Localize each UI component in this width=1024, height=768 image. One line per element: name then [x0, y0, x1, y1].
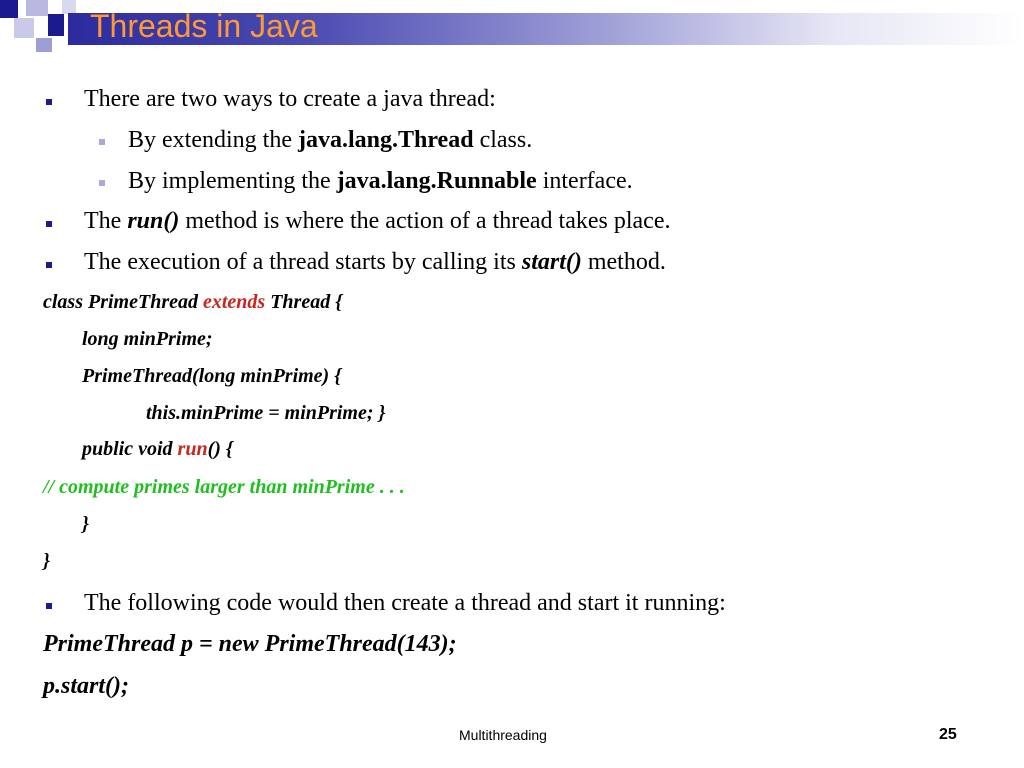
code-line: }	[82, 513, 89, 535]
bullet-text: The execution of a thread starts by calling its start() method.	[84, 249, 666, 275]
code-line: }	[43, 550, 50, 572]
code-line: this.minPrime = minPrime; }	[146, 402, 386, 424]
slide-title: Threads in Java	[90, 8, 318, 44]
code-line: PrimeThread(long minPrime) {	[82, 365, 342, 387]
code-comment: // compute primes larger than minPrime . . .	[43, 476, 405, 498]
decor-square	[36, 38, 52, 52]
sub-bullet-text: By implementing the java.lang.Runnable interface.	[128, 168, 633, 194]
code-snippet-line: PrimeThread p = new PrimeThread(143);	[43, 631, 457, 657]
page-number: 25	[939, 726, 957, 743]
sub-bullet-text: By extending the java.lang.Thread class.	[128, 127, 533, 153]
decor-square	[26, 0, 48, 16]
decor-square	[0, 0, 18, 18]
bullet-marker	[46, 603, 52, 609]
sub-bullet-marker	[99, 139, 105, 145]
bullet-marker	[46, 262, 52, 268]
code-line: public void run() {	[82, 438, 233, 460]
bullet-text: The following code would then create a thread and start it running:	[84, 590, 726, 616]
code-line: class PrimeThread extends Thread {	[43, 291, 343, 313]
decor-square	[14, 18, 34, 38]
decor-square	[62, 0, 76, 14]
code-line: long minPrime;	[82, 328, 213, 350]
bullet-marker	[46, 221, 52, 227]
decor-square	[48, 14, 64, 36]
sub-bullet-marker	[99, 180, 105, 186]
bullet-text: There are two ways to create a java thread:	[84, 86, 496, 112]
footer-label: Multithreading	[459, 727, 547, 743]
bullet-text: The run() method is where the action of a thread takes place.	[84, 208, 671, 234]
bullet-marker	[46, 99, 52, 105]
code-snippet-line: p.start();	[43, 673, 129, 699]
